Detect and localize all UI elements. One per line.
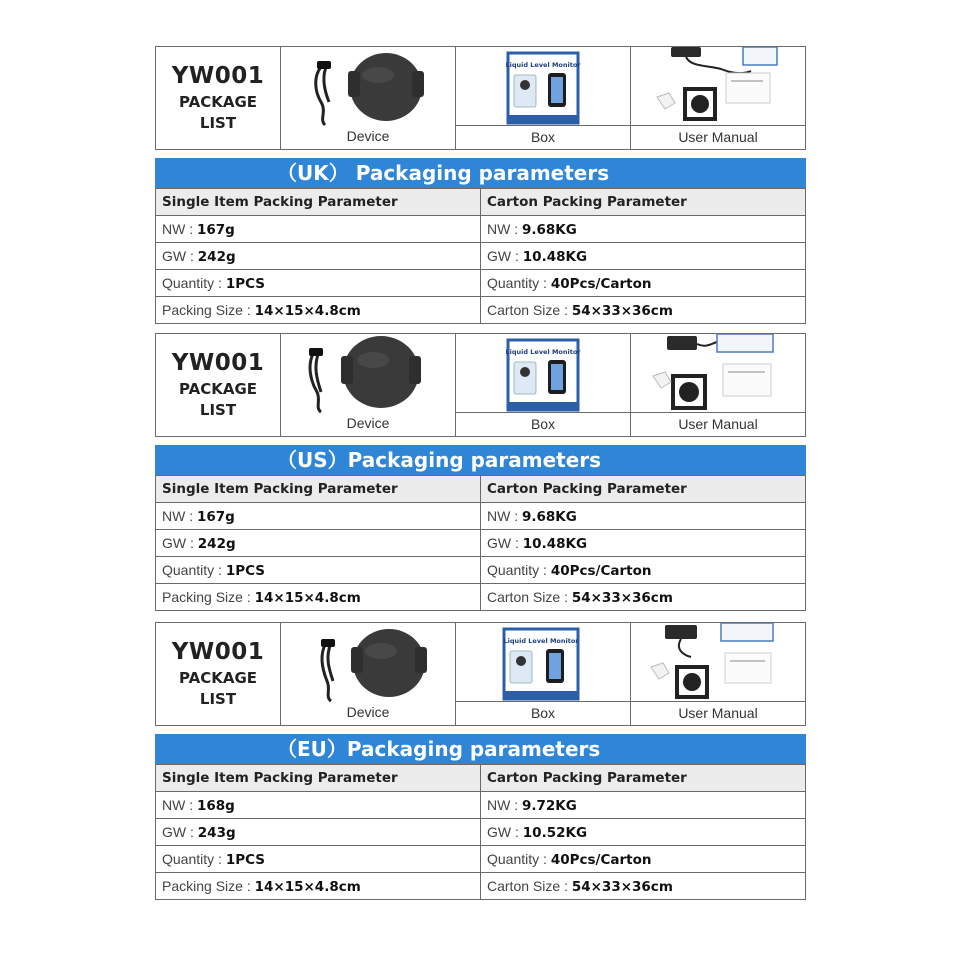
param-label: NW : xyxy=(162,796,194,813)
box-label: Liquid Level Monitor xyxy=(503,637,579,645)
package-list-title xyxy=(156,47,281,149)
manual-cell xyxy=(631,47,805,149)
param-value: 14×15×4.8cm xyxy=(254,302,361,319)
carton-header: Carton Packing Parameter xyxy=(481,189,806,216)
param-value: 54×33×36cm xyxy=(571,302,673,319)
param-label: Quantity : xyxy=(487,274,547,291)
param-value: 10.52KG xyxy=(522,824,588,841)
table-row xyxy=(156,557,806,584)
table-row xyxy=(156,584,806,611)
model-number: YW001 xyxy=(171,62,265,89)
table-row xyxy=(156,873,806,900)
table-row xyxy=(156,530,806,557)
param-label: NW : xyxy=(487,796,519,813)
param-value: 1PCS xyxy=(225,275,265,292)
param-value: 14×15×4.8cm xyxy=(254,878,361,895)
manual-cell xyxy=(631,623,805,725)
param-value: 242g xyxy=(197,248,236,265)
model-number: YW001 xyxy=(171,349,265,376)
table-header-row xyxy=(156,476,806,503)
device-caption: Device xyxy=(346,128,390,144)
table-row xyxy=(156,270,806,297)
box-photo xyxy=(456,47,631,127)
table-row xyxy=(156,819,806,846)
box-caption: Box xyxy=(456,701,630,725)
device-cell xyxy=(281,47,456,149)
parameter-table xyxy=(155,764,806,900)
device-caption: Device xyxy=(346,415,390,431)
user-manual-photo xyxy=(631,334,806,414)
package-list xyxy=(155,333,806,437)
package-list-label: PACKAGE LIST xyxy=(178,379,258,419)
carton-header: Carton Packing Parameter xyxy=(481,476,806,503)
single-item-header: Single Item Packing Parameter xyxy=(156,189,481,216)
box-photo xyxy=(456,623,631,703)
device-photo xyxy=(281,47,456,127)
table-row xyxy=(156,216,806,243)
device-photo xyxy=(281,623,456,703)
param-value: 14×15×4.8cm xyxy=(254,589,361,606)
param-value: 1PCS xyxy=(225,562,265,579)
param-value: 243g xyxy=(197,824,236,841)
table-row xyxy=(156,846,806,873)
table-row xyxy=(156,503,806,530)
param-value: 9.68KG xyxy=(522,508,577,525)
param-value: 10.48KG xyxy=(522,535,588,552)
param-value: 242g xyxy=(197,535,236,552)
param-label: NW : xyxy=(487,507,519,524)
box-photo xyxy=(456,334,631,414)
box-cell xyxy=(456,623,631,725)
box-caption: Box xyxy=(456,125,630,149)
device-caption: Device xyxy=(346,704,390,720)
param-label: NW : xyxy=(162,507,194,524)
param-label: Packing Size : xyxy=(162,301,251,318)
param-value: 1PCS xyxy=(225,851,265,868)
manual-cell xyxy=(631,334,805,436)
box-cell xyxy=(456,47,631,149)
param-label: Carton Size : xyxy=(487,301,568,318)
box-label: Liquid Level Monitor xyxy=(505,61,581,69)
box-caption: Box xyxy=(456,412,630,436)
region-banner: （US）Packaging parameters xyxy=(155,445,806,475)
param-value: 9.72KG xyxy=(522,797,577,814)
package-list-label: PACKAGE LIST xyxy=(178,92,258,132)
param-label: GW : xyxy=(487,534,519,551)
region-banner: （UK） Packaging parameters xyxy=(155,158,806,188)
param-value: 167g xyxy=(197,221,235,238)
param-value: 9.68KG xyxy=(522,221,577,238)
device-cell xyxy=(281,334,456,436)
box-cell xyxy=(456,334,631,436)
param-label: GW : xyxy=(162,247,194,264)
package-list xyxy=(155,46,806,150)
param-label: Carton Size : xyxy=(487,588,568,605)
param-label: Quantity : xyxy=(487,561,547,578)
box-label: Liquid Level Monitor xyxy=(505,348,581,356)
param-value: 54×33×36cm xyxy=(571,589,673,606)
parameter-table xyxy=(155,188,806,324)
packaging-section-uk xyxy=(155,46,806,324)
table-header-row xyxy=(156,189,806,216)
package-list xyxy=(155,622,806,726)
param-value: 40Pcs/Carton xyxy=(550,851,652,868)
table-row xyxy=(156,792,806,819)
param-value: 40Pcs/Carton xyxy=(550,275,652,292)
device-cell xyxy=(281,623,456,725)
param-label: Packing Size : xyxy=(162,588,251,605)
table-row xyxy=(156,297,806,324)
package-list-label: PACKAGE LIST xyxy=(178,668,258,708)
param-value: 167g xyxy=(197,508,235,525)
param-label: NW : xyxy=(487,220,519,237)
model-number: YW001 xyxy=(171,638,265,665)
param-label: NW : xyxy=(162,220,194,237)
manual-caption: User Manual xyxy=(631,701,805,725)
param-label: GW : xyxy=(487,823,519,840)
param-label: Quantity : xyxy=(487,850,547,867)
param-value: 168g xyxy=(197,797,235,814)
carton-header: Carton Packing Parameter xyxy=(481,765,806,792)
package-list-title xyxy=(156,334,281,436)
single-item-header: Single Item Packing Parameter xyxy=(156,765,481,792)
param-label: Quantity : xyxy=(162,850,222,867)
param-label: GW : xyxy=(162,823,194,840)
user-manual-photo xyxy=(631,623,806,703)
packaging-section-us xyxy=(155,333,806,611)
package-list-title xyxy=(156,623,281,725)
param-label: Packing Size : xyxy=(162,877,251,894)
param-label: GW : xyxy=(162,534,194,551)
region-banner: （EU）Packaging parameters xyxy=(155,734,806,764)
table-row xyxy=(156,243,806,270)
table-header-row xyxy=(156,765,806,792)
packaging-section-eu xyxy=(155,622,806,900)
param-value: 40Pcs/Carton xyxy=(550,562,652,579)
parameter-table xyxy=(155,475,806,611)
single-item-header: Single Item Packing Parameter xyxy=(156,476,481,503)
param-value: 54×33×36cm xyxy=(571,878,673,895)
user-manual-photo xyxy=(631,47,806,127)
param-value: 10.48KG xyxy=(522,248,588,265)
param-label: Quantity : xyxy=(162,274,222,291)
param-label: GW : xyxy=(487,247,519,264)
param-label: Quantity : xyxy=(162,561,222,578)
device-photo xyxy=(281,334,456,414)
manual-caption: User Manual xyxy=(631,412,805,436)
param-label: Carton Size : xyxy=(487,877,568,894)
manual-caption: User Manual xyxy=(631,125,805,149)
